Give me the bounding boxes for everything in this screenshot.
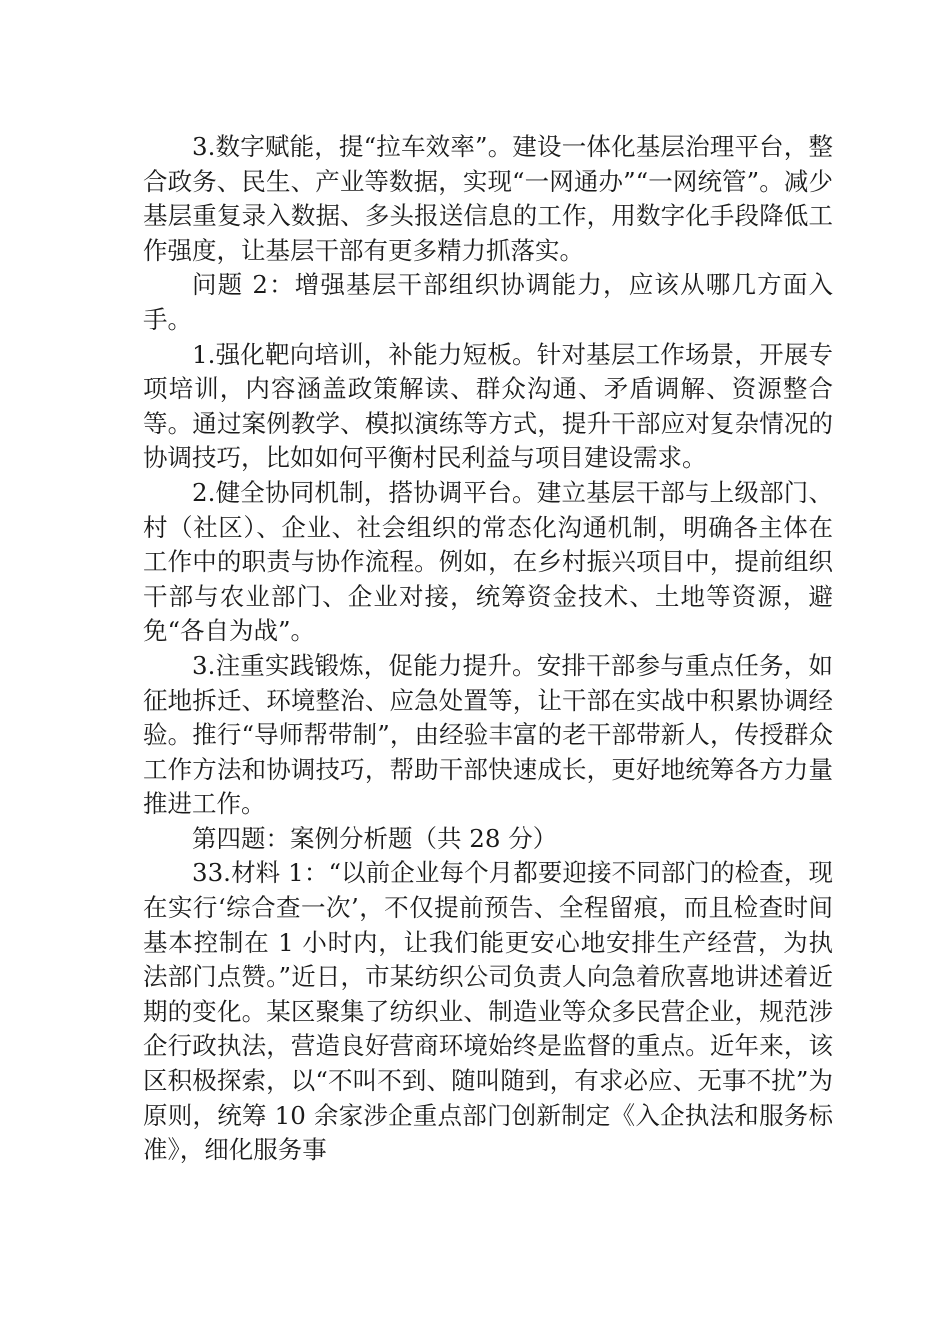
paragraph-targeted-training: 1.强化靶向培训，补能力短板。针对基层工作场景，开展专项培训，内容涵盖政策解读、群众沟通、矛盾调解、资源整合等。通过案例教学、模拟演练等方式，提升干部应对复杂情况的协调技巧，比如如何平衡村民利益与项目建设需求。: [143, 339, 833, 473]
paragraph-digital-empowerment: 3.数字赋能，提“拉车效率”。建设一体化基层治理平台，整合政务、民生、产业等数据，实现“一网通办”“一网统管”。减少基层重复录入数据、多头报送信息的工作，用数字化手段降低工作强度，让基层干部有更多精力抓落实。: [143, 132, 833, 265]
question-2-heading: 问题 2：增强基层干部组织协调能力，应该从哪几方面入手。: [143, 270, 833, 334]
paragraph-coordination-mechanism: 2.健全协同机制，搭协调平台。建立基层干部与上级部门、村（社区）、企业、社会组织的常态化沟通机制，明确各主体在工作中的职责与协作流程。例如，在乡村振兴项目中，提前组织干部与农业部门、企业对接，统筹资金技术、土地等资源，避免“各自为战”。: [143, 477, 833, 646]
paragraph-practice-training: 3.注重实践锻炼，促能力提升。安排干部参与重点任务，如征地拆迁、环境整治、应急处置等，让干部在实战中积累协调经验。推行“导师帮带制”，由经验丰富的老干部带新人，传授群众工作方法和协调技巧，帮助干部快速成长，更好地统筹各方力量推进工作。: [143, 650, 833, 819]
document-body: [143, 130, 833, 1168]
section-4-heading: 第四题：案例分析题（共 28 分）: [192, 823, 558, 853]
paragraph-case-material-1: 33.材料 1：“以前企业每个月都要迎接不同部门的检查，现在实行‘综合查一次’，不仅提前预告、全程留痕，而且检查时间基本控制在 1 小时内，让我们能更安心地安排生产经营，为执法部门点赞。”近日，市某纺织公司负责人向急着欣喜地讲述着近期的变化。某区聚集了纺织业、制造业等众多民营企业，规范涉企行政执法，营造良好营商环境始终是监督的重点。近年来，该区积极探索，以“不叫不到、随叫随到，有求必应、无事不扰”为原则，统筹 10 余家涉企重点部门创新制定《入企执法和服务标准》，细化服务事: [143, 858, 833, 1165]
